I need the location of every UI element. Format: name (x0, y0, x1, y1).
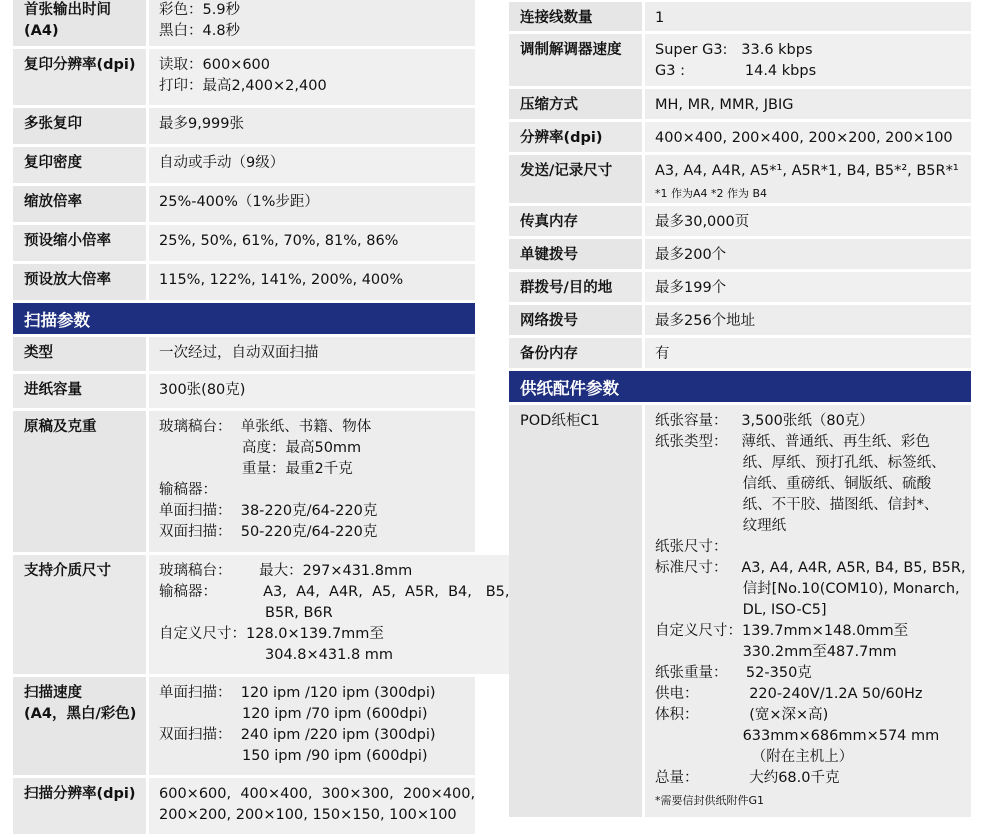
spec-value-line: G3 : 14.4 kbps (655, 63, 817, 79)
spec-value-line: 供电： 220-240V/1.2A 50/60Hz (655, 686, 923, 702)
spec-value-line: 信纸、重磅纸、铜版纸、硫酸 (655, 476, 932, 492)
spec-value-line: 读取：600×600 (159, 57, 271, 73)
spec-key-line: 单键拨号 (520, 247, 578, 263)
spec-value-line: 彩色：5.9秒 (159, 2, 241, 18)
spec-value (645, 272, 971, 302)
spec-value (149, 0, 475, 46)
spec-value-line: 重量：最重2千克 (159, 461, 353, 477)
spec-value (645, 305, 971, 335)
spec-key-line: 复印分辨率(dpi) (24, 57, 136, 73)
spec-row (509, 239, 971, 272)
spec-row (509, 155, 971, 206)
spec-value (149, 49, 475, 105)
spec-row (509, 338, 971, 371)
spec-key-line: 扫描分辨率(dpi) (24, 786, 136, 802)
spec-row (13, 108, 475, 147)
section-header-paper: 供纸配件参数 (509, 371, 971, 405)
spec-value-line: B5R, B6R (159, 605, 333, 621)
right-spec-column (509, 2, 971, 820)
spec-value-line: 纹理纸 (655, 518, 787, 534)
spec-value (645, 122, 971, 152)
spec-value-line: 纸张容量： 3,500张纸（80克） (655, 413, 874, 429)
spec-value-line: DL, ISO-C5] (655, 602, 827, 618)
spec-value-line: 一次经过，自动双面扫描 (159, 345, 319, 361)
spec-key-line: 复印密度 (24, 155, 82, 171)
spec-row (13, 411, 475, 555)
spec-key (509, 338, 645, 368)
spec-key-line: 预设缩小倍率 (24, 233, 111, 249)
spec-key (13, 374, 149, 408)
spec-key (13, 677, 149, 775)
spec-value (645, 338, 971, 368)
spec-key-line: 传真内存 (520, 214, 578, 230)
spec-key (13, 225, 149, 261)
spec-key (13, 411, 149, 552)
spec-key (509, 2, 645, 31)
spec-row (13, 264, 475, 303)
spec-value-line: 纸张类型： 薄纸、普通纸、再生纸、彩色 (655, 434, 930, 450)
spec-value-line: 25%, 50%, 61%, 70%, 81%, 86% (159, 233, 399, 249)
spec-value-line: （附在主机上） (655, 749, 854, 765)
spec-row (13, 147, 475, 186)
spec-value-line: 最多30,000页 (655, 214, 750, 230)
spec-row (509, 2, 971, 34)
spec-row (13, 374, 475, 411)
spec-key (13, 555, 149, 674)
spec-value-line: 输稿器： (159, 482, 217, 498)
spec-value-line: 1 (655, 10, 665, 26)
left-spec-column (13, 0, 510, 837)
spec-row (509, 305, 971, 338)
spec-value (149, 264, 475, 300)
spec-row (13, 186, 475, 225)
spec-value-line: 自定义尺寸：139.7mm×148.0mm至 (655, 623, 909, 639)
spec-key-line: 进纸容量 (24, 382, 82, 398)
spec-value-line: 300张(80克) (159, 382, 246, 398)
spec-value-line: 纸张尺寸： (655, 539, 728, 555)
spec-value-line: 有 (655, 346, 670, 362)
spec-value (645, 239, 971, 269)
spec-row (509, 122, 971, 155)
spec-row (509, 34, 971, 89)
spec-value-line: 单面扫描： 38-220克/64-220克 (159, 503, 378, 519)
spec-value-line: 115%, 122%, 141%, 200%, 400% (159, 272, 404, 288)
spec-value (645, 2, 971, 31)
spec-key-line: 支持介质尺寸 (24, 563, 111, 579)
section-header-scan: 扫描参数 (13, 303, 475, 337)
spec-row-pod (509, 405, 971, 820)
spec-key (13, 147, 149, 183)
spec-value-line: 330.2mm至487.7mm (655, 644, 897, 660)
spec-row (13, 677, 475, 778)
spec-key-line: 调制解调器速度 (520, 42, 622, 58)
spec-key-line: 分辨率(dpi) (520, 130, 603, 146)
spec-key-line: 首张输出时间 (24, 2, 111, 18)
spec-value-line: 纸、不干胶、描图纸、信封*、 (655, 497, 939, 513)
spec-key (509, 405, 645, 817)
spec-key (509, 305, 645, 335)
spec-key-line: 压缩方式 (520, 97, 578, 113)
spec-value-line: 400×400, 200×400, 200×200, 200×100 (655, 130, 953, 146)
spec-value-line: 304.8×431.8 mm (159, 647, 394, 663)
spec-value-line: 双面扫描： 240 ipm /220 ipm (300dpi) (159, 727, 436, 743)
spec-row (13, 337, 475, 374)
spec-value (645, 155, 971, 203)
spec-key (13, 49, 149, 105)
spec-key (13, 0, 149, 46)
spec-key-line: (A4，黑白/彩色) (24, 706, 137, 722)
spec-row (509, 89, 971, 122)
spec-value-line: 纸张重量： 52-350克 (655, 665, 812, 681)
spec-value-line: 最多256个地址 (655, 313, 756, 329)
spec-key-line: 连接线数量 (520, 10, 593, 26)
spec-value (149, 778, 475, 834)
spec-value-line: 最多199个 (655, 280, 727, 296)
spec-value-line: 最多9,999张 (159, 116, 245, 132)
spec-row (13, 225, 475, 264)
spec-key-line: 预设放大倍率 (24, 272, 111, 288)
spec-key (509, 272, 645, 302)
spec-value-line: Super G3: 33.6 kbps (655, 42, 813, 58)
spec-value (149, 186, 475, 222)
spec-value (645, 34, 971, 86)
spec-value (645, 405, 971, 817)
spec-key-line: 原稿及克重 (24, 419, 97, 435)
spec-key (13, 778, 149, 834)
spec-value (149, 225, 475, 261)
spec-key-line: 发送/记录尺寸 (520, 163, 613, 179)
spec-value (149, 677, 475, 775)
spec-value-line: 玻璃稿台： 单张纸、书籍、物体 (159, 419, 372, 435)
spec-value-line: 打印：最高2,400×2,400 (159, 78, 327, 94)
spec-value (149, 411, 475, 552)
spec-key (509, 34, 645, 86)
spec-value (149, 147, 475, 183)
spec-key (509, 239, 645, 269)
spec-value (645, 206, 971, 236)
spec-value-line: 自定义尺寸：128.0×139.7mm至 (159, 626, 384, 642)
spec-value-line: MH, MR, MMR, JBIG (655, 97, 794, 113)
spec-key-line: 缩放倍率 (24, 194, 82, 210)
spec-row (13, 0, 475, 49)
spec-value-line: 总量： 大约68.0千克 (655, 770, 840, 786)
spec-row (13, 555, 510, 677)
spec-key-line: 群拨号/目的地 (520, 280, 613, 296)
spec-value-line: 信封[No.10(COM10), Monarch, (655, 581, 960, 597)
spec-value-line: 纸、厚纸、预打孔纸、标签纸、 (655, 455, 946, 471)
spec-value-line: 150 ipm /90 ipm (600dpi) (159, 748, 428, 764)
spec-key (509, 155, 645, 203)
spec-value-line: 体积： (宽×深×高) (655, 707, 829, 723)
spec-row (13, 778, 475, 837)
spec-value-line: 黑白：4.8秒 (159, 23, 241, 39)
spec-value-line: 输稿器： A3, A4, A4R, A5, A5R, B4, B5, (159, 584, 510, 600)
spec-value-line: 200×200, 200×100, 150×150, 100×100 (159, 807, 457, 823)
spec-row (509, 206, 971, 239)
spec-value (149, 374, 475, 408)
spec-value-line: 120 ipm /70 ipm (600dpi) (159, 706, 428, 722)
spec-key (13, 337, 149, 371)
spec-key-line: 备份内存 (520, 346, 578, 362)
spec-key-line: (A4) (24, 23, 59, 39)
spec-key-line: 扫描速度 (24, 685, 82, 701)
spec-key (509, 206, 645, 236)
spec-value (149, 108, 475, 144)
spec-value (149, 337, 475, 371)
spec-key-line: POD纸柜C1 (520, 413, 600, 429)
spec-footnote: *需要信封供纸附件G1 (655, 794, 765, 807)
spec-key (13, 108, 149, 144)
spec-value-line: 单面扫描： 120 ipm /120 ipm (300dpi) (159, 685, 436, 701)
spec-key (509, 122, 645, 152)
spec-key-line: 多张复印 (24, 116, 82, 132)
spec-key (13, 186, 149, 222)
spec-key-line: 网络拨号 (520, 313, 578, 329)
spec-key-line: 类型 (24, 345, 53, 361)
spec-value-line: 玻璃稿台： 最大：297×431.8mm (159, 563, 413, 579)
spec-footnote: *1 作为A4 *2 作为 B4 (655, 187, 768, 200)
spec-value (149, 555, 510, 674)
spec-value-line: 双面扫描： 50-220克/64-220克 (159, 524, 378, 540)
spec-value-line: 600×600, 400×400, 300×300, 200×400, (159, 786, 476, 802)
spec-value-line: 25%-400%（1%步距） (159, 194, 319, 210)
spec-value-line: 最多200个 (655, 247, 727, 263)
spec-key (509, 89, 645, 119)
spec-value (645, 89, 971, 119)
spec-row (509, 272, 971, 305)
spec-value-line: 自动或手动（9级） (159, 155, 285, 171)
spec-row (13, 49, 475, 108)
spec-value-line: A3, A4, A4R, A5*¹, A5R*1, B4, B5*², B5R*¹ (655, 163, 959, 179)
spec-value-line: 633mm×686mm×574 mm (655, 728, 940, 744)
spec-key (13, 264, 149, 300)
spec-value-line: 标准尺寸： A3, A4, A4R, A5R, B4, B5, B5R, (655, 560, 966, 576)
spec-value-line: 高度：最高50mm (159, 440, 362, 456)
